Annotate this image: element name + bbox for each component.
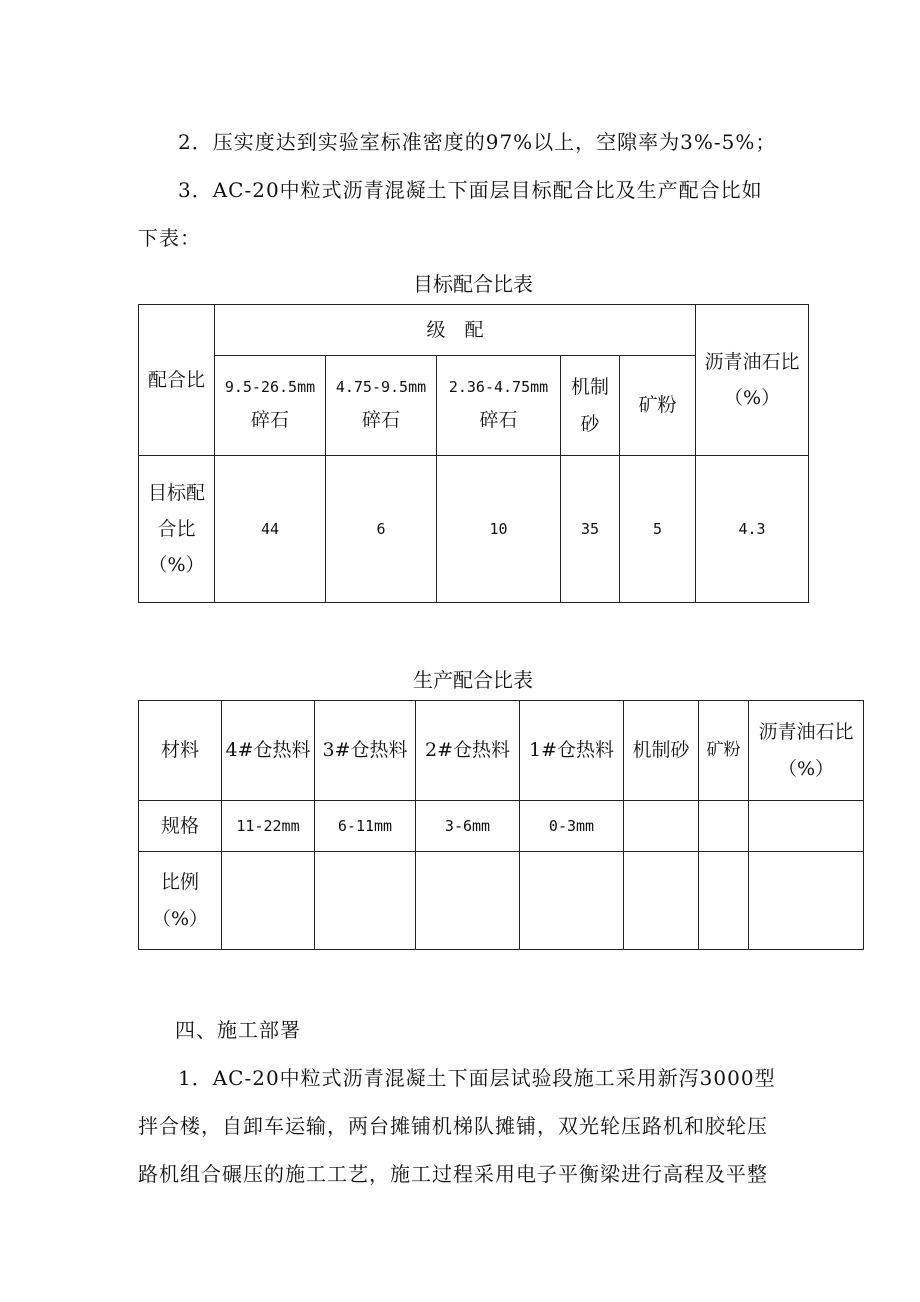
- spec-cell: 11-22mm: [222, 801, 315, 852]
- col-header: 9.5-26.5mm 碎石: [215, 356, 326, 456]
- value-cell: 10: [437, 456, 561, 603]
- paragraph-deployment: 1．AC-20中粒式沥青混凝土下面层试验段施工采用新泻3000型: [178, 1066, 776, 1090]
- paragraph-deployment-cont: 拌合楼，自卸车运输，两台摊铺机梯队摊铺，双光轮压路机和胶轮压: [138, 1114, 768, 1138]
- spec-cell: 3-6mm: [416, 801, 520, 852]
- proportion-cell: [624, 852, 699, 950]
- proportion-cell: [749, 852, 864, 950]
- row-label-proportion: 比例 （%）: [139, 852, 222, 950]
- col-header: 2.36-4.75mm 碎石: [437, 356, 561, 456]
- header-bin-2: 2#仓热料: [416, 701, 520, 801]
- spec-cell: [749, 801, 864, 852]
- proportion-cell: [416, 852, 520, 950]
- target-mix-table: [138, 304, 809, 603]
- value-cell: 5: [620, 456, 696, 603]
- production-mix-table: [138, 700, 864, 950]
- header-grading: 级 配: [215, 305, 696, 356]
- value-cell: 6: [326, 456, 437, 603]
- value-cell: 4.3: [696, 456, 809, 603]
- header-material: 材料: [139, 701, 222, 801]
- header-bin-3: 3#仓热料: [315, 701, 416, 801]
- proportion-cell: [699, 852, 749, 950]
- header-asphalt-ratio: 沥青油石比 （%）: [749, 701, 864, 801]
- proportion-cell: [520, 852, 624, 950]
- header-ratio: 配合比: [139, 305, 215, 456]
- col-header: 4.75-9.5mm 碎石: [326, 356, 437, 456]
- spec-cell: 6-11mm: [315, 801, 416, 852]
- col-header: 矿粉: [620, 356, 696, 456]
- value-cell: 44: [215, 456, 326, 603]
- spec-cell: [624, 801, 699, 852]
- header-bin-4: 4#仓热料: [222, 701, 315, 801]
- col-header: 机制 砂: [561, 356, 620, 456]
- header-mineral-powder: 矿粉: [699, 701, 749, 801]
- paragraph-deployment-cont: 路机组合碾压的施工工艺，施工过程采用电子平衡梁进行高程及平整: [138, 1162, 768, 1186]
- header-manufactured-sand: 机制砂: [624, 701, 699, 801]
- spec-cell: [699, 801, 749, 852]
- paragraph-compaction: 2．压实度达到实验室标准密度的97%以上，空隙率为3%-5%；: [178, 130, 777, 154]
- row-label-target: 目标配 合比 （%）: [139, 456, 215, 603]
- paragraph-mix-intro: 3．AC-20中粒式沥青混凝土下面层目标配合比及生产配合比如: [178, 178, 763, 202]
- value-cell: 35: [561, 456, 620, 603]
- table1-caption: 目标配合比表: [413, 272, 533, 296]
- row-label-spec: 规格: [139, 801, 222, 852]
- spec-cell: 0-3mm: [520, 801, 624, 852]
- paragraph-mix-intro-cont: 下表：: [138, 226, 201, 250]
- proportion-cell: [222, 852, 315, 950]
- section-heading: 四、施工部署: [175, 1018, 301, 1042]
- header-asphalt-ratio: 沥青油石比 （%）: [696, 305, 809, 456]
- table2-caption: 生产配合比表: [413, 668, 533, 692]
- proportion-cell: [315, 852, 416, 950]
- header-bin-1: 1#仓热料: [520, 701, 624, 801]
